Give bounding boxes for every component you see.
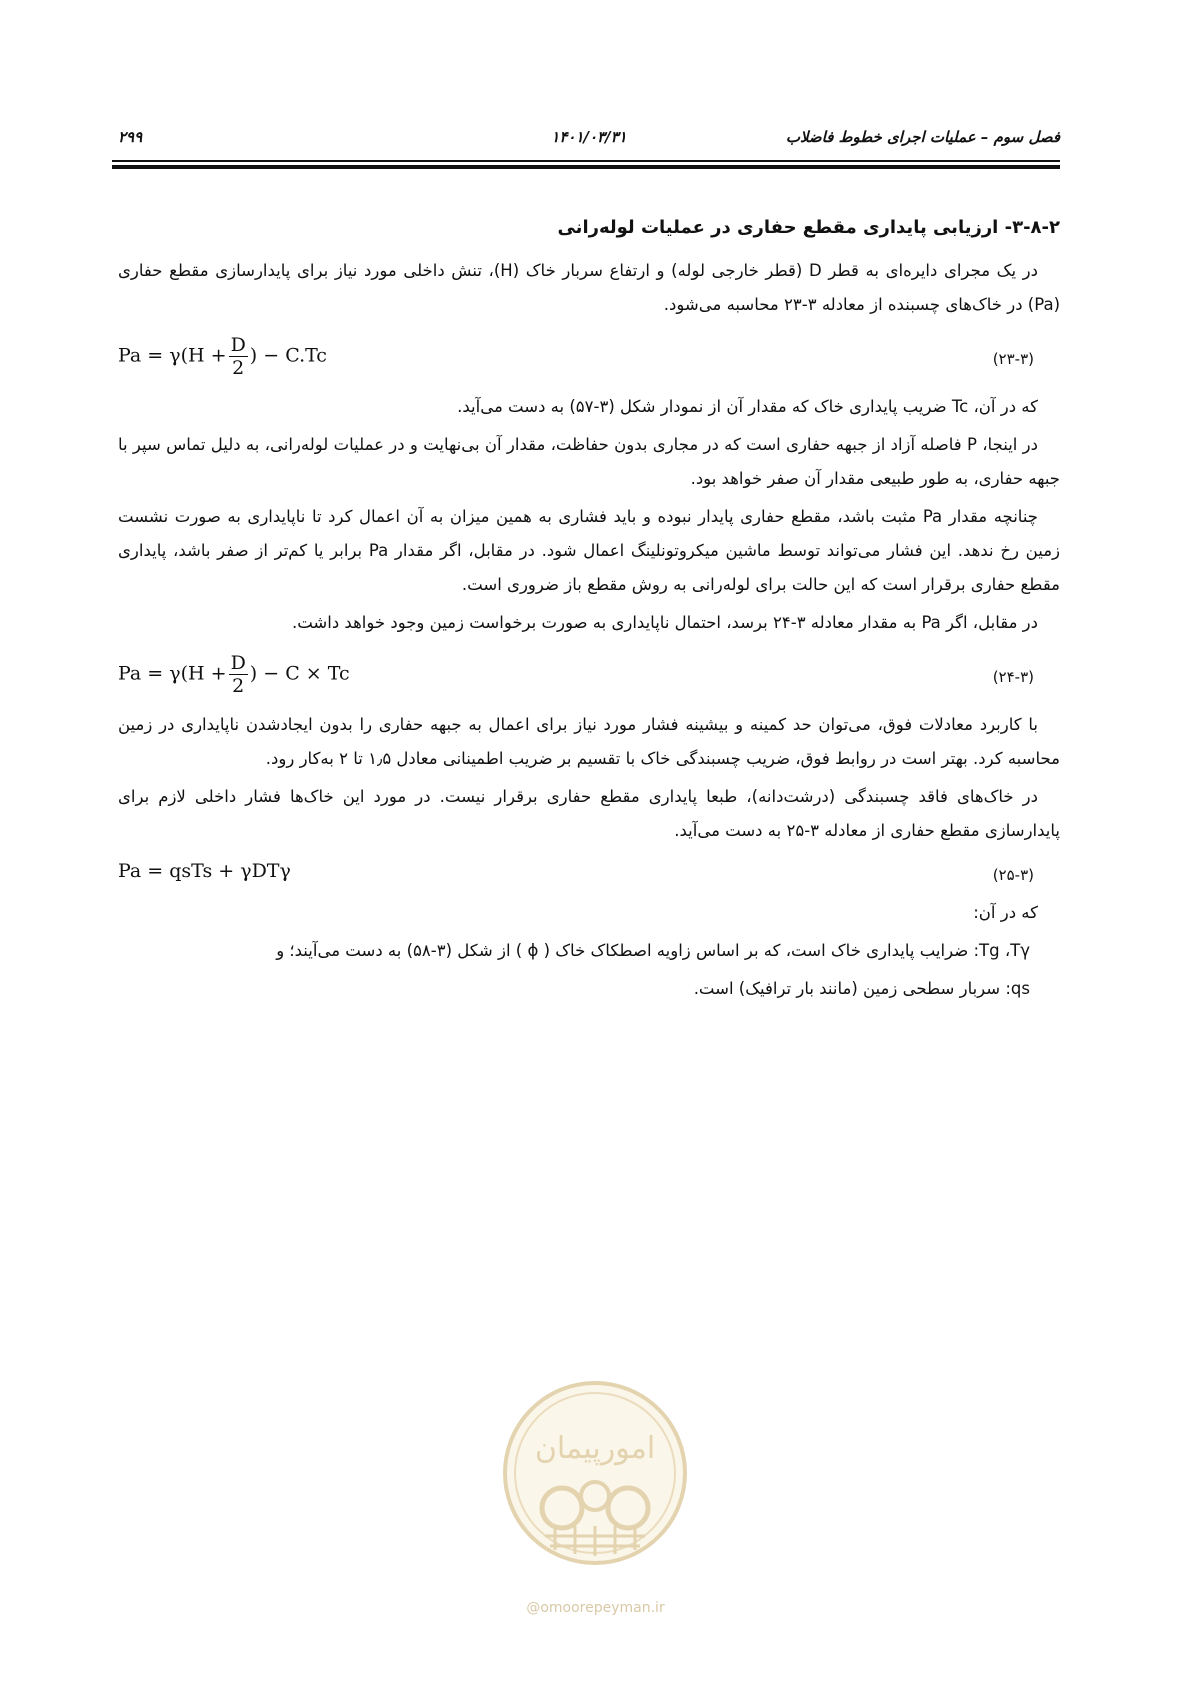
paragraph: چنانچه مقدار Pa مثبت باشد، مقطع حفاری پایدار نبوده و باید فشاری به همین میزان به آن اعمال کرد تا ناپایداری به صورت نشست زمین رخ ندهد. این فشار می‌تواند توسط ماشین میکروتونلینگ اعمال شود. در مقابل، اگر مقدار Pa برابر یا کم‌تر از صفر باشد، پایداری مقطع حفاری برقرار است که این حالت برای لوله‌رانی به روش مقطع باز ضروری است.: [118, 507, 1061, 594]
equation-number: (۲۵-۳): [992, 866, 1034, 884]
equation-23: [118, 328, 1060, 386]
equation-24: [118, 646, 1060, 704]
definition-item: Tg ،Tγ: ضرایب پایداری خاک است، که بر اساس زاویه اصطکاک خاک ( ϕ ) از شکل (۳-۵۸) به دست می‌آیند؛ و: [276, 941, 1030, 960]
paragraph: با کاربرد معادلات فوق، می‌توان حد کمینه و بیشینه فشار مورد نیاز برای اعمال به جبهه حفاری را بدون ایجادشدن ناپایداری در زمین محاسبه کرد. بهتر است در روابط فوق، ضریب چسبندگی خاک با تقسیم بر ضریب اطمینانی معادل ۱٫۵ تا ۲ به‌کار رود.: [118, 715, 1060, 768]
paragraph: در یک مجرای دایره‌ای به قطر D (قطر خارجی لوله) و ارتفاع سربار خاک (H)، تنش داخلی مورد نیاز برای پایدارسازی مقطع حفاری (Pa) در خاک‌های چسبنده از معادله ۳-۲۳ محاسبه می‌شود.: [118, 261, 1060, 314]
page-body: [118, 210, 1060, 1010]
equation-formula: Pa = γ(H + $\frac{D}{2}$ ) − C.Tc: [118, 334, 327, 379]
header-rule-thin: [112, 160, 1060, 162]
watermark-url: @omoorepeyman.ir: [526, 1600, 665, 1616]
definition-item: qs: سربار سطحی زمین (مانند بار ترافیک) است.: [693, 979, 1030, 998]
watermark-logo: [500, 1378, 690, 1568]
header-rule-thick: [112, 165, 1060, 169]
section-heading: ۳-۸-۲- ارزیابی پایداری مقطع حفاری در عملیات لوله‌رانی: [557, 217, 1060, 238]
equation-number: (۲۴-۳): [992, 668, 1034, 686]
chapter-title: فصل سوم – عملیات اجرای خطوط فاضلاب: [785, 128, 1060, 146]
paragraph: در خاک‌های فاقد چسبندگی (درشت‌دانه)، طبعا پایداری مقطع حفاری برقرار نیست. در مورد این خاک‌ها فشار داخلی لازم برای پایدارسازی مقطع حفاری از معادله ۳-۲۵ به دست می‌آید.: [118, 787, 1060, 840]
equation-25: [118, 854, 1060, 892]
paragraph: که در آن:: [973, 903, 1038, 922]
seal-icon: [500, 1378, 690, 1568]
equation-formula: Pa = γ(H + $\frac{D}{2}$ ) − C × Tc: [118, 652, 350, 697]
page-header: [118, 128, 1060, 150]
header-date: ۱۴۰۱/۰۳/۳۱: [551, 128, 627, 146]
equation-number: (۲۳-۳): [992, 350, 1034, 368]
paragraph: در مقابل، اگر Pa به مقدار معادله ۳-۲۴ برسد، احتمال ناپایداری به صورت برخواست زمین وجود خواهد داشت.: [291, 613, 1038, 632]
paragraph: در اینجا، P فاصله آزاد از جبهه حفاری است که در مجاری بدون حفاظت، مقدار آن بی‌نهایت و در عملیات لوله‌رانی، به دلیل تماس سپر با جبهه حفاری، به طور طبیعی مقدار آن صفر خواهد بود.: [118, 435, 1060, 488]
paragraph: که در آن، Tc ضریب پایداری خاک که مقدار آن از نمودار شکل (۳-۵۷) به دست می‌آید.: [457, 397, 1038, 416]
svg-text:امورپیمان: امورپیمان: [534, 1431, 656, 1466]
equation-formula: Pa = qsTs + γDTγ: [118, 860, 291, 882]
page-number: ۲۹۹: [118, 128, 143, 146]
